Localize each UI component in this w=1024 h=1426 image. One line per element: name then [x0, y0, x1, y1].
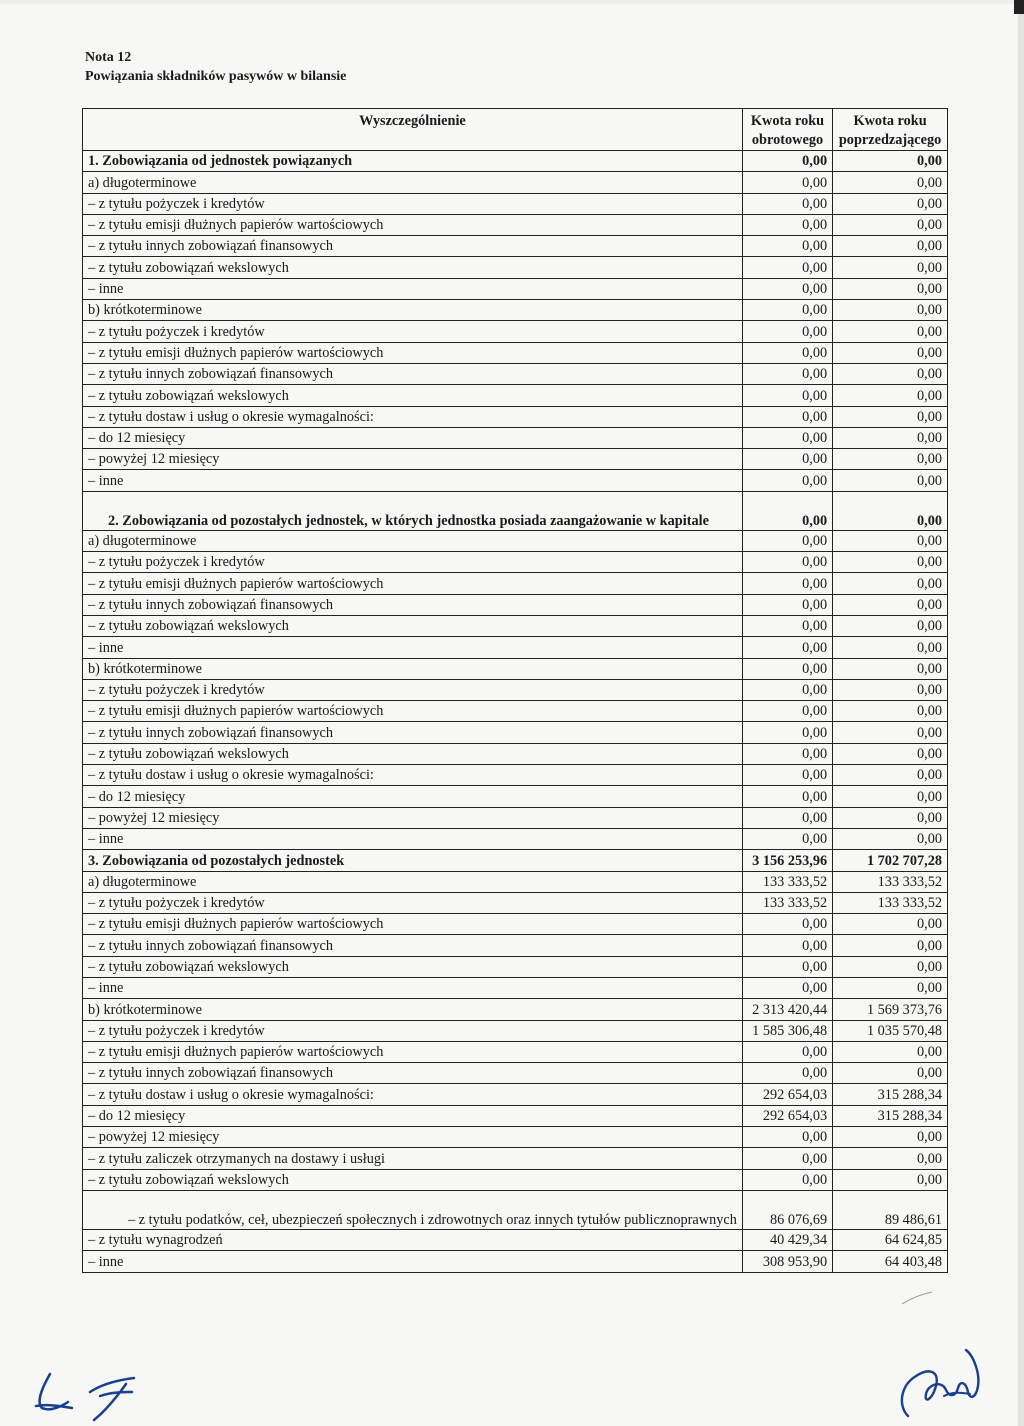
row-label: – z tytułu pożyczek i kredytów: [83, 892, 743, 913]
row-previous-year-amount: 0,00: [833, 236, 948, 257]
row-previous-year-amount: 0,00: [833, 807, 948, 828]
row-current-year-amount: 0,00: [742, 470, 832, 491]
table-row: [83, 722, 948, 743]
row-previous-year-amount: 133 333,52: [833, 871, 948, 892]
row-previous-year-amount: 0,00: [833, 743, 948, 764]
row-label: b) krótkoterminowe: [83, 999, 743, 1020]
row-current-year-amount: 308 953,90: [742, 1251, 832, 1272]
table-row: [83, 977, 948, 998]
row-label: – z tytułu emisji dłużnych papierów wartościowych: [83, 573, 743, 594]
row-previous-year-amount: 0,00: [833, 321, 948, 342]
row-previous-year-amount: 0,00: [833, 679, 948, 700]
table-row: [83, 871, 948, 892]
table-row: [83, 1105, 948, 1126]
table-row: [83, 278, 948, 299]
row-label: a) długoterminowe: [83, 530, 743, 551]
row-previous-year-amount: 0,00: [833, 470, 948, 491]
row-label: – inne: [83, 977, 743, 998]
row-label: – z tytułu innych zobowiązań finansowych: [83, 594, 743, 615]
table-row: [83, 892, 948, 913]
table-row: [83, 658, 948, 679]
row-current-year-amount: 0,00: [742, 701, 832, 722]
row-label: – z tytułu zaliczek otrzymanych na dostawy i usługi: [83, 1148, 743, 1169]
row-current-year-amount: 0,00: [742, 1148, 832, 1169]
row-previous-year-amount: 64 403,48: [833, 1251, 948, 1272]
row-label: – z tytułu dostaw i usług o okresie wymagalności:: [83, 406, 743, 427]
row-previous-year-amount: 0,00: [833, 977, 948, 998]
table-row: [83, 257, 948, 278]
row-previous-year-amount: 0,00: [833, 530, 948, 551]
row-label: – z tytułu zobowiązań wekslowych: [83, 257, 743, 278]
row-current-year-amount: 0,00: [742, 743, 832, 764]
table-row: [83, 807, 948, 828]
table-row: [83, 300, 948, 321]
row-current-year-amount: 0,00: [742, 300, 832, 321]
row-current-year-amount: 0,00: [742, 406, 832, 427]
row-current-year-amount: 0,00: [742, 1041, 832, 1062]
row-current-year-amount: 0,00: [742, 786, 832, 807]
table-row: [83, 385, 948, 406]
row-previous-year-amount: 0,00: [833, 1169, 948, 1190]
table-row: [83, 172, 948, 193]
row-label: – z tytułu emisji dłużnych papierów wartościowych: [83, 1041, 743, 1062]
row-previous-year-amount: 0,00: [833, 1041, 948, 1062]
row-previous-year-amount: 0,00: [833, 552, 948, 573]
section-row: [83, 151, 948, 172]
row-label: – z tytułu pożyczek i kredytów: [83, 679, 743, 700]
row-current-year-amount: 0,00: [742, 977, 832, 998]
row-label: – z tytułu dostaw i usług o okresie wymagalności:: [83, 1084, 743, 1105]
row-previous-year-amount: 0,00: [833, 491, 948, 530]
table-row: [83, 406, 948, 427]
row-previous-year-amount: 0,00: [833, 363, 948, 384]
table-row: [83, 999, 948, 1020]
row-previous-year-amount: 1 035 570,48: [833, 1020, 948, 1041]
table-row: [83, 637, 948, 658]
row-current-year-amount: 0,00: [742, 552, 832, 573]
row-previous-year-amount: 0,00: [833, 406, 948, 427]
table-row: [83, 449, 948, 470]
table-row: [83, 573, 948, 594]
row-label: a) długoterminowe: [83, 172, 743, 193]
table-row: [83, 214, 948, 235]
row-previous-year-amount: 0,00: [833, 637, 948, 658]
scan-corner-mark: [1014, 0, 1024, 14]
row-previous-year-amount: 64 624,85: [833, 1229, 948, 1250]
row-label: a) długoterminowe: [83, 871, 743, 892]
header-description: Wyszczególnienie: [83, 109, 743, 151]
row-label: – z tytułu innych zobowiązań finansowych: [83, 935, 743, 956]
table-row: [83, 1020, 948, 1041]
section-row: [83, 850, 948, 871]
row-label: – z tytułu emisji dłużnych papierów wartościowych: [83, 214, 743, 235]
table-row: [83, 615, 948, 636]
row-previous-year-amount: 0,00: [833, 342, 948, 363]
row-label: – do 12 miesięcy: [83, 1105, 743, 1126]
row-label: 1. Zobowiązania od jednostek powiązanych: [83, 151, 743, 172]
row-previous-year-amount: 0,00: [833, 594, 948, 615]
row-current-year-amount: 0,00: [742, 594, 832, 615]
row-current-year-amount: 0,00: [742, 573, 832, 594]
row-previous-year-amount: 315 288,34: [833, 1084, 948, 1105]
row-label: – z tytułu innych zobowiązań finansowych: [83, 722, 743, 743]
signature-left: [28, 1362, 158, 1422]
row-previous-year-amount: 1 702 707,28: [833, 850, 948, 871]
row-previous-year-amount: 89 486,61: [833, 1190, 948, 1229]
row-current-year-amount: 0,00: [742, 342, 832, 363]
row-label: – z tytułu innych zobowiązań finansowych: [83, 363, 743, 384]
row-previous-year-amount: 0,00: [833, 1127, 948, 1148]
liabilities-table: [82, 108, 948, 1273]
row-current-year-amount: 0,00: [742, 257, 832, 278]
table-row: [83, 552, 948, 573]
row-previous-year-amount: 0,00: [833, 172, 948, 193]
row-current-year-amount: 0,00: [742, 172, 832, 193]
row-current-year-amount: 0,00: [742, 807, 832, 828]
row-current-year-amount: 0,00: [742, 828, 832, 849]
row-previous-year-amount: 0,00: [833, 956, 948, 977]
header-previous-year: Kwota roku poprzedzającego: [833, 109, 948, 151]
row-current-year-amount: 1 585 306,48: [742, 1020, 832, 1041]
row-previous-year-amount: 0,00: [833, 1063, 948, 1084]
row-label: – inne: [83, 278, 743, 299]
table-row: [83, 1148, 948, 1169]
row-previous-year-amount: 0,00: [833, 214, 948, 235]
row-label: – z tytułu zobowiązań wekslowych: [83, 956, 743, 977]
row-label: – inne: [83, 470, 743, 491]
row-label: – powyżej 12 miesięcy: [83, 807, 743, 828]
row-current-year-amount: 133 333,52: [742, 892, 832, 913]
row-current-year-amount: 0,00: [742, 236, 832, 257]
table-row: [83, 701, 948, 722]
table-row: [83, 743, 948, 764]
row-current-year-amount: 0,00: [742, 321, 832, 342]
row-label: – z tytułu emisji dłużnych papierów wartościowych: [83, 914, 743, 935]
row-previous-year-amount: 1 569 373,76: [833, 999, 948, 1020]
table-body: [83, 151, 948, 1273]
row-label: – z tytułu wynagrodzeń: [83, 1229, 743, 1250]
row-previous-year-amount: 0,00: [833, 701, 948, 722]
table-row: [83, 342, 948, 363]
row-label: – do 12 miesięcy: [83, 427, 743, 448]
row-label: – z tytułu innych zobowiązań finansowych: [83, 236, 743, 257]
row-previous-year-amount: 0,00: [833, 722, 948, 743]
row-label: b) krótkoterminowe: [83, 300, 743, 321]
table-row: [83, 470, 948, 491]
row-current-year-amount: 0,00: [742, 679, 832, 700]
row-current-year-amount: 0,00: [742, 637, 832, 658]
row-current-year-amount: 0,00: [742, 765, 832, 786]
row-label: – z tytułu pożyczek i kredytów: [83, 1020, 743, 1041]
table-row: [83, 765, 948, 786]
table-row: [83, 1041, 948, 1062]
row-label: – inne: [83, 828, 743, 849]
row-label: – powyżej 12 miesięcy: [83, 449, 743, 470]
row-previous-year-amount: 0,00: [833, 427, 948, 448]
table-row: [83, 1127, 948, 1148]
table-row: [83, 914, 948, 935]
header-current-year: Kwota roku obrotowego: [742, 109, 832, 151]
row-current-year-amount: 0,00: [742, 151, 832, 172]
row-current-year-amount: 0,00: [742, 278, 832, 299]
table-row: [83, 1063, 948, 1084]
row-current-year-amount: 0,00: [742, 1127, 832, 1148]
table-row: [83, 1190, 948, 1229]
row-current-year-amount: 0,00: [742, 722, 832, 743]
row-label: – inne: [83, 1251, 743, 1272]
note-header: [85, 48, 346, 86]
row-label: – z tytułu zobowiązań wekslowych: [83, 743, 743, 764]
row-current-year-amount: 0,00: [742, 658, 832, 679]
table-row: [83, 786, 948, 807]
row-label: – z tytułu emisji dłużnych papierów wartościowych: [83, 342, 743, 363]
row-label: – z tytułu zobowiązań wekslowych: [83, 385, 743, 406]
row-label: – z tytułu innych zobowiązań finansowych: [83, 1063, 743, 1084]
row-current-year-amount: 0,00: [742, 935, 832, 956]
row-current-year-amount: 0,00: [742, 530, 832, 551]
row-current-year-amount: 0,00: [742, 615, 832, 636]
row-previous-year-amount: 0,00: [833, 786, 948, 807]
table-row: [83, 1169, 948, 1190]
row-current-year-amount: 0,00: [742, 214, 832, 235]
row-previous-year-amount: 0,00: [833, 658, 948, 679]
table-header-row: [83, 109, 948, 151]
row-current-year-amount: 292 654,03: [742, 1084, 832, 1105]
table-row: [83, 679, 948, 700]
row-label: – z tytułu pożyczek i kredytów: [83, 321, 743, 342]
row-previous-year-amount: 0,00: [833, 257, 948, 278]
row-previous-year-amount: 0,00: [833, 1148, 948, 1169]
row-label: – z tytułu pożyczek i kredytów: [83, 552, 743, 573]
row-current-year-amount: 86 076,69: [742, 1190, 832, 1229]
pencil-mark: [898, 1288, 938, 1308]
row-previous-year-amount: 0,00: [833, 300, 948, 321]
row-label: – z tytułu emisji dłużnych papierów wartościowych: [83, 701, 743, 722]
row-label: – inne: [83, 637, 743, 658]
row-current-year-amount: 0,00: [742, 491, 832, 530]
table-row: [83, 828, 948, 849]
row-label: 2. Zobowiązania od pozostałych jednostek, w których jednostka posiada zaangażowanie w kapitale: [83, 491, 743, 530]
table-row: [83, 1251, 948, 1272]
row-current-year-amount: 0,00: [742, 385, 832, 406]
row-current-year-amount: 0,00: [742, 1063, 832, 1084]
section-row: [83, 491, 948, 530]
row-current-year-amount: 0,00: [742, 193, 832, 214]
table-row: [83, 427, 948, 448]
row-previous-year-amount: 0,00: [833, 935, 948, 956]
table-row: [83, 530, 948, 551]
row-previous-year-amount: 0,00: [833, 615, 948, 636]
note-number: Nota 12: [85, 50, 132, 65]
row-previous-year-amount: 0,00: [833, 151, 948, 172]
row-current-year-amount: 0,00: [742, 1169, 832, 1190]
row-previous-year-amount: 0,00: [833, 573, 948, 594]
row-previous-year-amount: 0,00: [833, 449, 948, 470]
table-row: [83, 363, 948, 384]
row-current-year-amount: 40 429,34: [742, 1229, 832, 1250]
table-row: [83, 236, 948, 257]
table-row: [83, 1229, 948, 1250]
table-row: [83, 1084, 948, 1105]
row-label: – z tytułu dostaw i usług o okresie wymagalności:: [83, 765, 743, 786]
row-previous-year-amount: 0,00: [833, 385, 948, 406]
row-previous-year-amount: 0,00: [833, 828, 948, 849]
row-current-year-amount: 133 333,52: [742, 871, 832, 892]
row-current-year-amount: 2 313 420,44: [742, 999, 832, 1020]
row-previous-year-amount: 0,00: [833, 193, 948, 214]
signature-right: [896, 1346, 992, 1422]
table-row: [83, 321, 948, 342]
row-current-year-amount: 0,00: [742, 427, 832, 448]
row-previous-year-amount: 315 288,34: [833, 1105, 948, 1126]
row-label: – do 12 miesięcy: [83, 786, 743, 807]
row-label: – z tytułu pożyczek i kredytów: [83, 193, 743, 214]
table-row: [83, 935, 948, 956]
row-current-year-amount: 0,00: [742, 449, 832, 470]
row-current-year-amount: 0,00: [742, 914, 832, 935]
row-previous-year-amount: 0,00: [833, 765, 948, 786]
table-row: [83, 956, 948, 977]
row-label: b) krótkoterminowe: [83, 658, 743, 679]
table-row: [83, 594, 948, 615]
table-row: [83, 193, 948, 214]
row-label: – powyżej 12 miesięcy: [83, 1127, 743, 1148]
note-title: Powiązania składników pasywów w bilansie: [85, 69, 347, 84]
row-label: – z tytułu podatków, ceł, ubezpieczeń społecznych i zdrowotnych oraz innych tytułów publicznoprawnych: [83, 1190, 743, 1229]
row-previous-year-amount: 0,00: [833, 278, 948, 299]
row-label: 3. Zobowiązania od pozostałych jednostek: [83, 850, 743, 871]
row-current-year-amount: 0,00: [742, 956, 832, 977]
row-current-year-amount: 292 654,03: [742, 1105, 832, 1126]
row-previous-year-amount: 133 333,52: [833, 892, 948, 913]
row-previous-year-amount: 0,00: [833, 914, 948, 935]
row-label: – z tytułu zobowiązań wekslowych: [83, 1169, 743, 1190]
row-label: – z tytułu zobowiązań wekslowych: [83, 615, 743, 636]
row-current-year-amount: 3 156 253,96: [742, 850, 832, 871]
row-current-year-amount: 0,00: [742, 363, 832, 384]
